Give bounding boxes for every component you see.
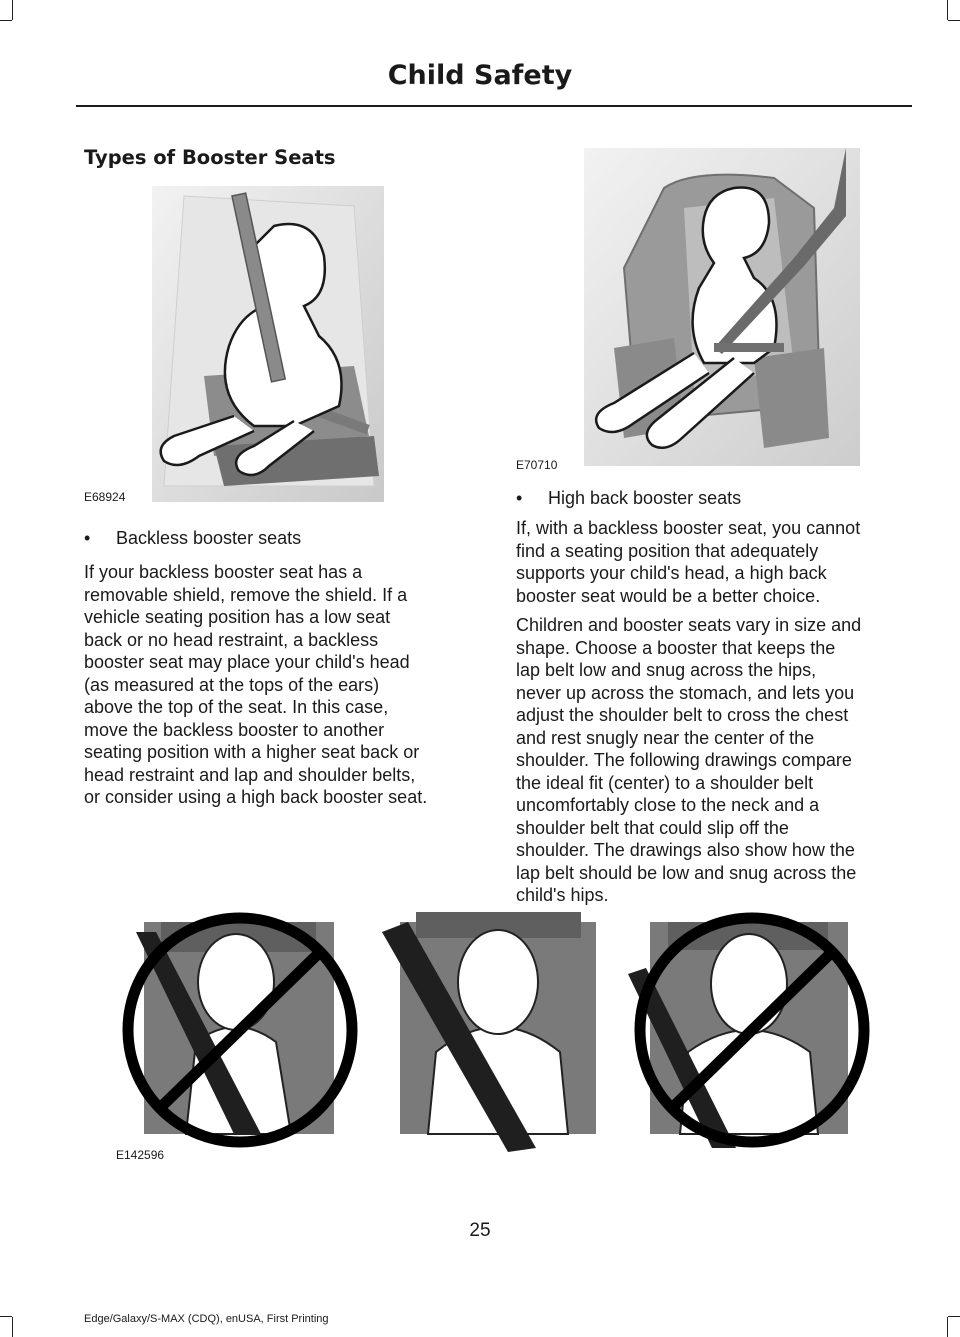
crop-mark: [12, 0, 13, 20]
text-line: child's hips.: [516, 885, 609, 905]
text-line: If your backless booster seat has a: [84, 562, 363, 582]
text-line: If, with a backless booster seat, you cannot: [516, 518, 861, 538]
bullet-highback: [516, 486, 916, 511]
crop-mark: [948, 20, 960, 21]
bullet-backless: [84, 526, 484, 551]
text-line: seating position with a higher seat back or: [84, 742, 420, 762]
crop-mark: [0, 20, 12, 21]
panel-ideal-fit: [382, 912, 596, 1152]
text-line: booster seat would be a better choice.: [516, 585, 821, 606]
bullet-label: Backless booster seats: [116, 528, 302, 548]
text-line: shape. Choose a booster that keeps the: [516, 637, 836, 658]
text-line: find a seating position that adequately: [516, 540, 819, 561]
bullet-label: High back booster seats: [548, 488, 742, 508]
text-line: booster seat may place your child's head: [84, 652, 410, 672]
highback-booster-drawing: [584, 148, 860, 466]
text-line: lap belt low and snug across the hips,: [516, 660, 817, 680]
section-heading: Types of Booster Seats: [84, 146, 336, 169]
text-line: the ideal fit (center) to a shoulder belt: [516, 772, 814, 793]
text-line: move the backless booster to another: [84, 719, 385, 740]
text-line: (as measured at the tops of the ears): [84, 674, 380, 695]
text-line: and rest snugly near the center of the: [516, 727, 815, 748]
panel-belt-off-shoulder: [628, 918, 864, 1148]
page-title: Child Safety: [387, 60, 573, 91]
text-line: uncomfortably close to the neck and a: [516, 795, 820, 815]
crop-mark: [12, 1317, 13, 1337]
backless-booster-drawing: [144, 186, 384, 502]
text-line: shoulder. The drawings also show how the: [516, 840, 855, 860]
text-line: head restraint and lap and shoulder belts,: [84, 764, 416, 785]
text-line: shoulder belt that could slip off the: [516, 817, 789, 838]
text-line: adjust the shoulder belt to cross the chest: [516, 705, 849, 725]
crop-mark: [0, 1316, 12, 1317]
text-line: Children and booster seats vary in size and: [516, 615, 862, 635]
text-line: lap belt should be low and snug across the: [516, 862, 857, 883]
text-line: never up across the stomach, and lets you: [516, 682, 855, 703]
paragraph-backless: [84, 561, 496, 809]
backless-booster-illustration: [144, 186, 384, 502]
highback-booster-illustration: [584, 148, 860, 466]
text-line: vehicle seating position has a low seat: [84, 607, 391, 627]
text-line: shoulder. The following drawings compare: [516, 750, 852, 770]
text-line: supports your child's head, a high back: [516, 563, 827, 583]
paragraph-highback: [516, 517, 908, 607]
header-divider: [76, 105, 912, 107]
crop-mark: [947, 1317, 948, 1337]
figure-code-highback: E70710: [516, 458, 558, 472]
bullet-glyph: •: [516, 488, 523, 508]
footer-text: Edge/Galaxy/S-MAX (CDQ), enUSA, First Printing: [84, 1313, 329, 1325]
text-line: removable shield, remove the shield. If a: [84, 584, 408, 605]
text-line: above the top of the seat. In this case,: [84, 697, 389, 717]
text-line: back or no head restraint, a backless: [84, 629, 379, 650]
crop-mark: [948, 1316, 960, 1317]
figure-code-belt-fit: E142596: [116, 1148, 165, 1162]
figure-code-backless: E68924: [84, 490, 126, 504]
belt-fit-drawing: [116, 912, 876, 1156]
panel-belt-at-neck: [128, 918, 352, 1142]
belt-fit-comparison-illustration: [116, 912, 876, 1156]
text-line: or consider using a high back booster seat.: [84, 787, 428, 807]
paragraph-belt-fit: [516, 614, 908, 907]
bullet-glyph: •: [84, 528, 91, 548]
crop-mark: [947, 0, 948, 20]
page-number: 25: [469, 1220, 491, 1241]
